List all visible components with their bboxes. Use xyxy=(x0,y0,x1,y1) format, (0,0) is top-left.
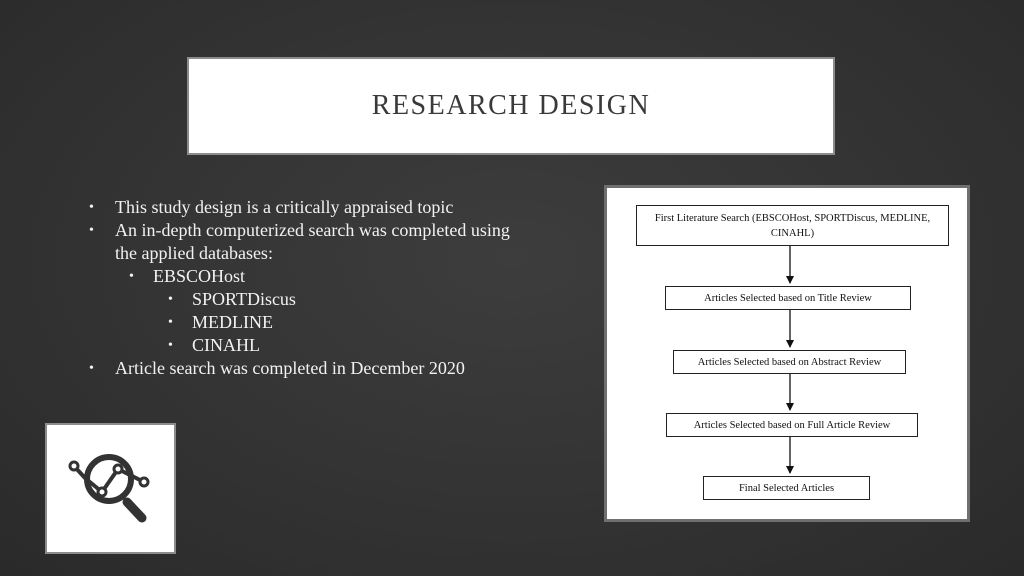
flow-step-literature-search: First Literature Search (EBSCOHost, SPORTDiscus, MEDLINE, CINAHL) xyxy=(636,205,949,246)
flow-step-full-article-review: Articles Selected based on Full Article Review xyxy=(666,413,918,437)
bullet-cinahl: • CINAHL xyxy=(88,334,518,357)
bullet-list xyxy=(88,196,518,380)
search-analytics-icon xyxy=(47,425,174,552)
flow-step-abstract-review: Articles Selected based on Abstract Review xyxy=(673,350,906,374)
bullet-sportdiscus: • SPORTDiscus xyxy=(88,288,518,311)
title-box xyxy=(187,57,835,155)
bullet-study-design: • This study design is a critically appraised topic xyxy=(88,196,518,219)
flowchart-frame xyxy=(604,185,970,522)
flow-step-final-selected: Final Selected Articles xyxy=(703,476,870,500)
flow-step-title-review: Articles Selected based on Title Review xyxy=(665,286,911,310)
icon-box xyxy=(45,423,176,554)
bullet-ebscohost: • EBSCOHost xyxy=(88,265,518,288)
bullet-search-date: • Article search was completed in December 2020 xyxy=(88,357,518,380)
bullet-medline: • MEDLINE xyxy=(88,311,518,334)
bullet-computerized-search: • An in-depth computerized search was completed using the applied databases: xyxy=(88,219,518,265)
slide-title: RESEARCH DESIGN xyxy=(371,90,651,121)
